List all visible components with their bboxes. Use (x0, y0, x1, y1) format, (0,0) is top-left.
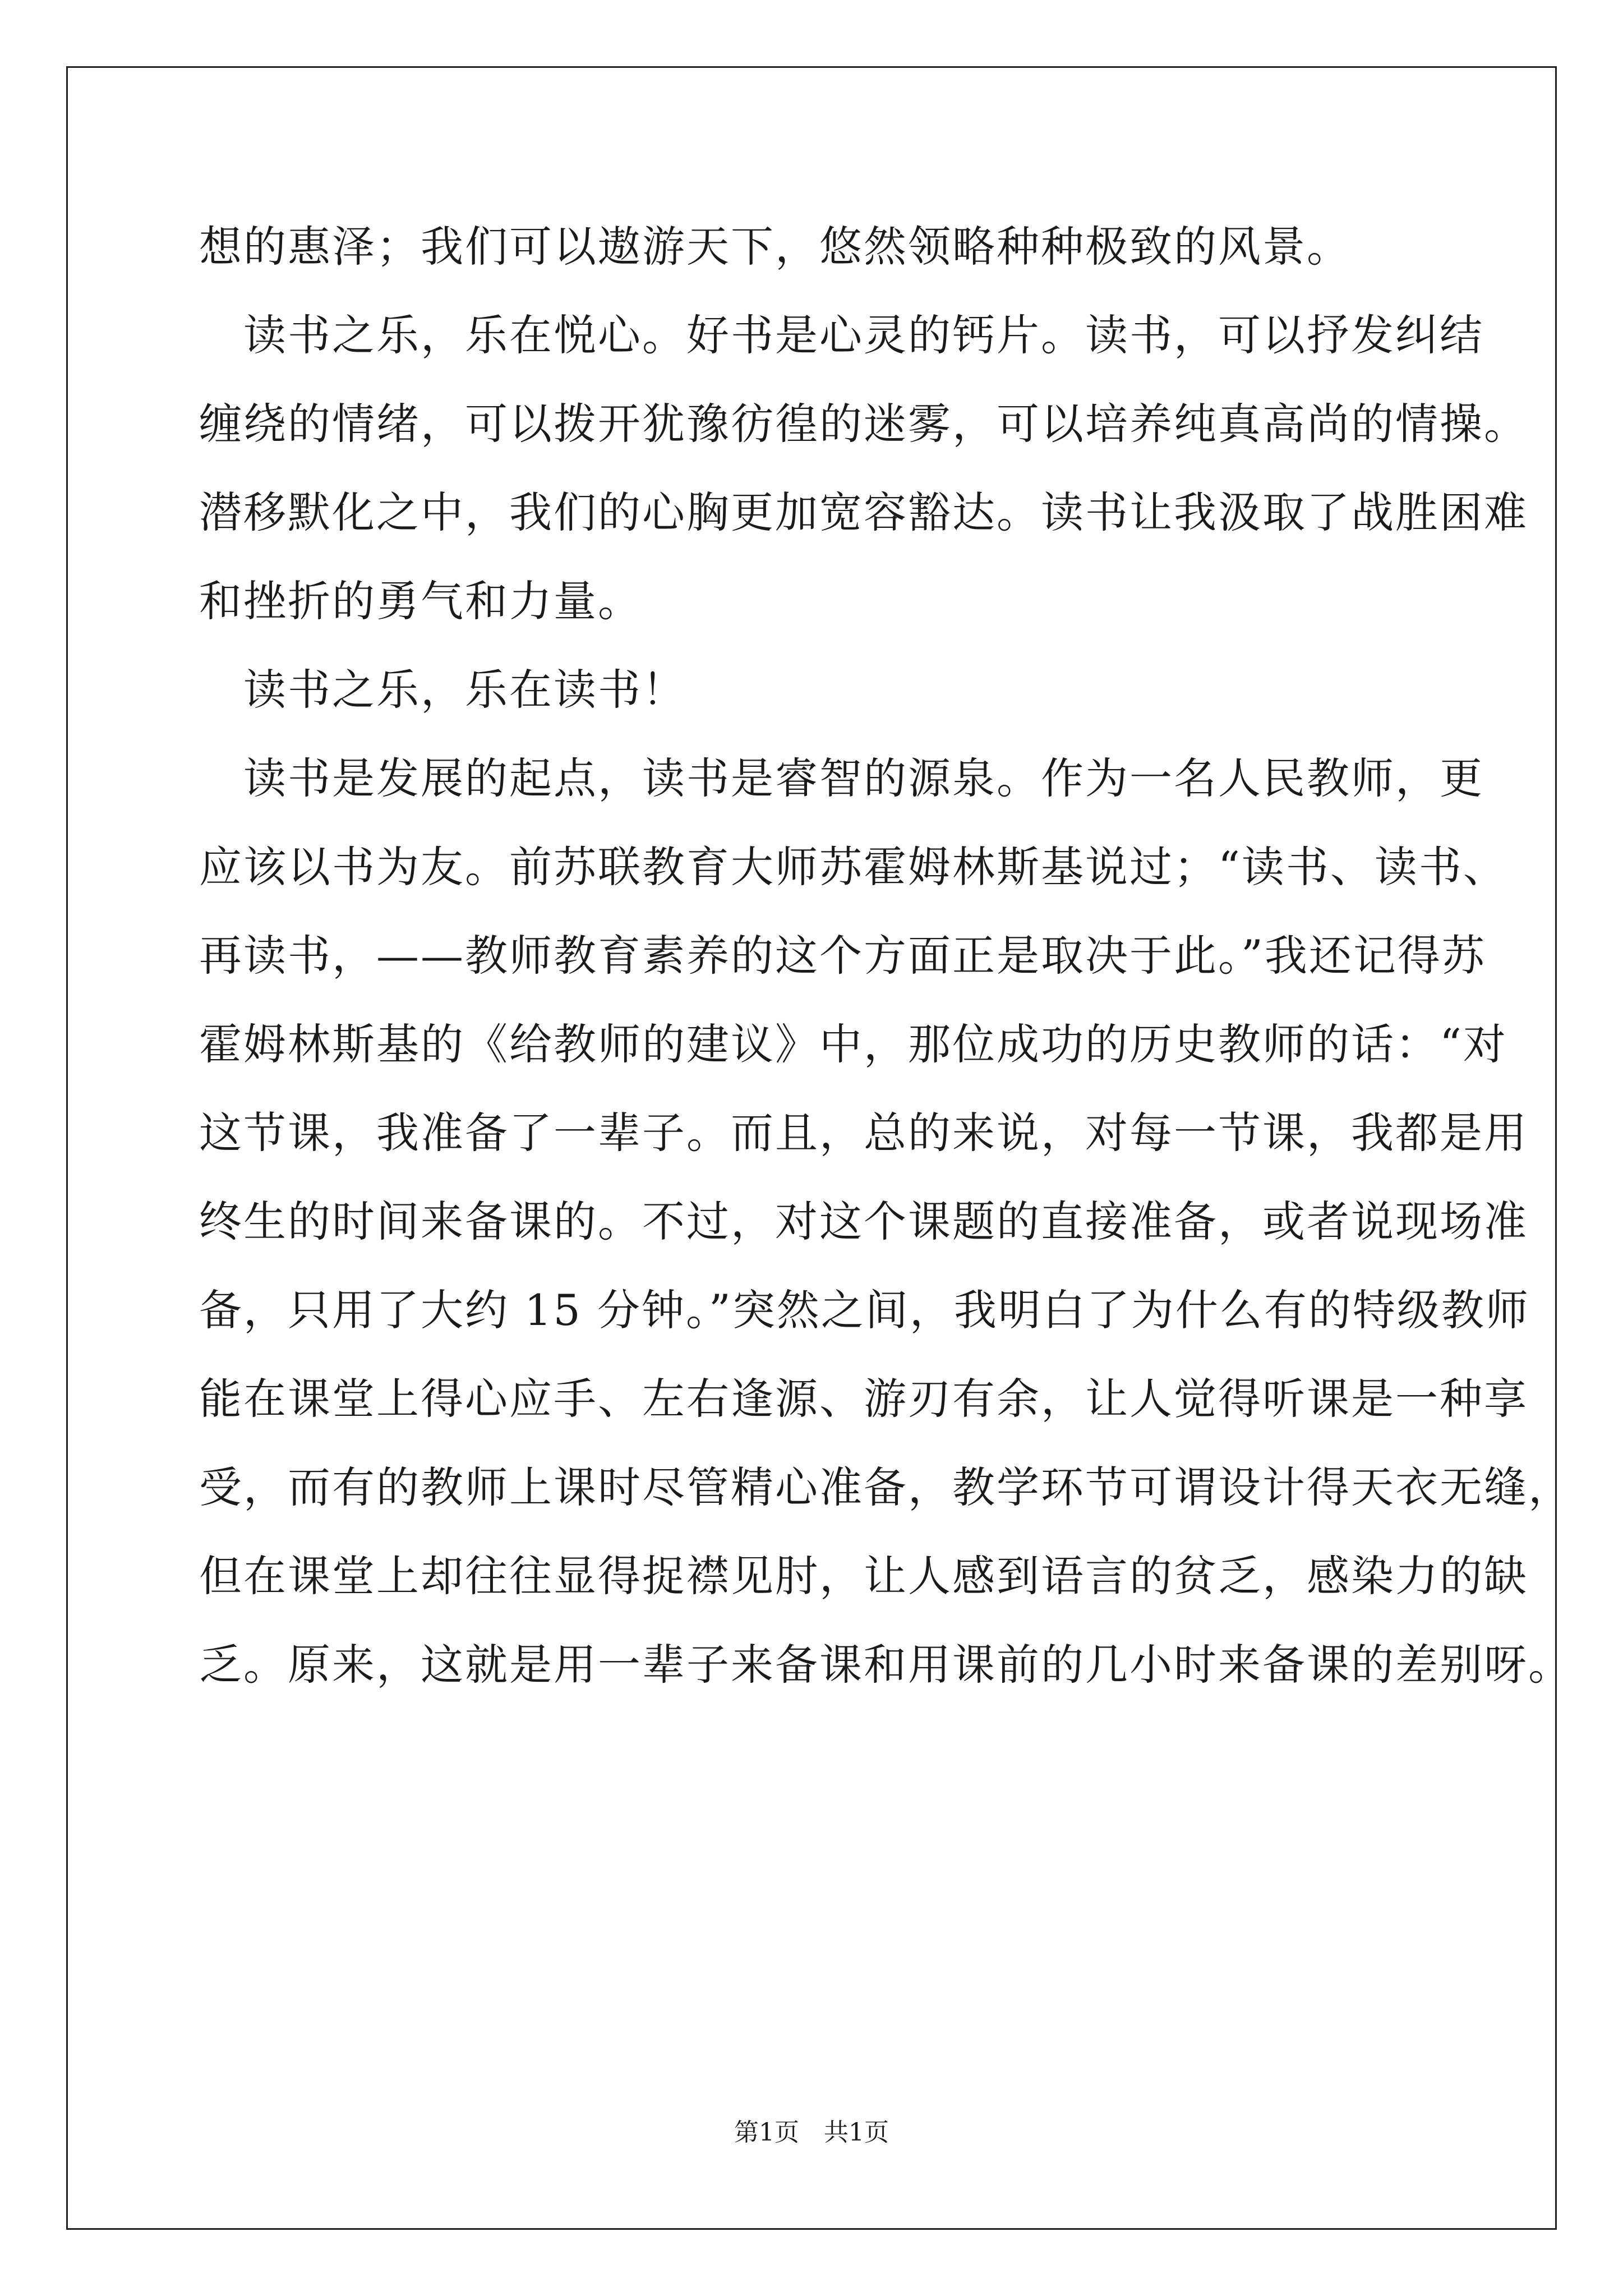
text-line-16: 但在课堂上却往往显得捉襟见肘，让人感到语言的贫乏，感染力的缺 (199, 1551, 1528, 1601)
text-line-5: 和挫折的勇气和力量。 (199, 576, 642, 626)
text-line-9: 再读书，——教师教育素养的这个方面正是取决于此。”我还记得苏 (199, 931, 1486, 981)
text-line-3: 缠绕的情绪，可以拨开犹豫彷徨的迷雾，可以培养纯真高尚的情操。 (199, 399, 1528, 449)
text-line-1: 想的惠泽；我们可以遨游天下，悠然领略种种极致的风景。 (199, 222, 1351, 272)
text-line-14: 能在课堂上得心应手、左右逢源、游刃有余，让人觉得听课是一种享 (199, 1374, 1528, 1424)
text-line-6: 读书之乐，乐在读书！ (199, 665, 686, 715)
text-line-12: 终生的时间来备课的。不过，对这个课题的直接准备，或者说现场准 (199, 1197, 1528, 1246)
text-line-15: 受，而有的教师上课时尽管精心准备，教学环节可谓设计得天衣无缝， (199, 1462, 1573, 1512)
text-line-4: 潜移默化之中，我们的心胸更加宽容豁达。读书让我汲取了战胜困难 (199, 487, 1528, 537)
page-footer: 第1页 共1页 (734, 2118, 889, 2147)
text-line-13: 备，只用了大约 15 分钟。”突然之间，我明白了为什么有的特级教师 (199, 1285, 1530, 1335)
text-line-11: 这节课，我准备了一辈子。而且，总的来说，对每一节课，我都是用 (199, 1108, 1528, 1158)
text-line-10: 霍姆林斯基的《给教师的建议》中，那位成功的历史教师的话：“对 (199, 1019, 1507, 1069)
text-line-2: 读书之乐，乐在悦心。好书是心灵的钙片。读书，可以抒发纠结 (199, 310, 1484, 360)
text-line-8: 应该以书为友。前苏联教育大师苏霍姆林斯基说过；“读书、读书、 (199, 842, 1507, 892)
text-line-7: 读书是发展的起点，读书是睿智的源泉。作为一名人民教师，更 (199, 753, 1484, 803)
text-line-17: 乏。原来，这就是用一辈子来备课和用课前的几小时来备课的差别呀。 (199, 1640, 1573, 1690)
